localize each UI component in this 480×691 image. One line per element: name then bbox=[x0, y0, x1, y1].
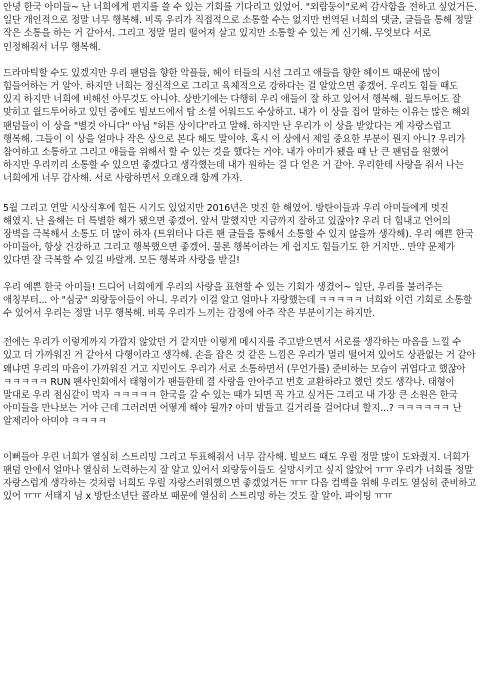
letter-paragraph-closer: 전에는 우리가 이렇게까지 가깝지 않았던 거 같지만 이렇게 메시지를 주고받으면서 서로를 생각하는 마음을 느낄 수 있고 더 가까워진 거 같아서 다행이라고 생각해. 손을 잡은 것 같은 느낌은 우리가 멀리 떨어져 있어도 상관없는 거 같아 왜냐면 우리의 마음이 가까워진 거고 지민이도 우리가 서로 소통하면서 (무언가를) 준비하는 모습이 귀엽다고 했잖아 ㅋㅋㅋㅋㅋ RUN 팬사인회에서 태형이가 팬들한테 결 사랑을 안아주고 번호 교환하라고 했던 것도 생각나. 태형이 말대로 우리 점심같이 먹자 ㅋㅋㅋㅋㅋ 한국을 갈 수 있는 때가 되면 꼭 가고 싶거든 그리고 내 가장 큰 소원은 한국 아미들을 만나보는 거야 근데 그러려면 어떻게 해야 될까? 아미 밤들고 길거리를 걸어다녀 할지...? ㅋㅋㅋㅋㅋㅋ 난 알제리아 아미야 ㅋㅋㅋㅋ bbox=[3, 337, 476, 428]
letter-paragraph-greeting: 안녕 한국 아미들~ 난 너희에게 편지를 쓸 수 있는 기회를 기다리고 있었어. "외람둥이"로써 감사함을 전하고 싶었거든. 일단 개인적으로 정말 너무 행복해. 비록 우리가 직접적으로 소통할 수는 없지만 번역된 너희의 댓글, 글들을 통해 정말 작은 소통을 하는 거 같아서. 그리고 정말 멀리 떨어져 살고 있지만 소통할 수 있는 게 신기해. 무엇보다 서로 인정해줘서 너무 행복해. bbox=[3, 2, 477, 53]
letter-paragraph-2016: 5월 그리고 연말 시상식후에 힘든 시기도 있었지만 2016년은 멋진 한 해였어. 방탄이들과 우리 아미들에게 멋진 해였지. 난 올해는 더 특별한 해가 됐으면 좋겠어. 앞서 말했지만 지금까지 잘하고 있잖아? 우리 더 힘내고 언어의 장벽을 극복해서 소통도 더 많이 하자 (트위터나 다른 팬 글들을 통해서 소통할 수 있지 않을까 생각해). 우리 예쁜 한국 아미들아, 항상 건강하고 그리고 행복했으면 좋겠어. 물론 행복이라는 게 쉽지도 힘들기도 한 거지만.. 만약 문제가 있다면 잘 극복할 수 있길 바랄게. 모든 행복과 사랑을 받길! bbox=[3, 202, 474, 267]
letter-body bbox=[3, 1, 477, 504]
letter-paragraph-fandom: 드라마틱할 수도 있겠지만 우리 팬덤을 향한 악플들, 헤이 터들의 시선 그리고 애들을 향한 헤이트 때문에 많이 힘들어하는 거 알아. 하지만 너희는 정신적으로 그리고 육체적으로 강하다는 걸 알았으면 좋겠어. 우리도 힘들 때도 있지 하지만 너희에 비해선 아무것도 아니야. 상반기에는 다행히 우리 애들이 잘 하고 있어서 행복해. 월드투어도 잘 맞히고 월드투어하고 있던 중에도 빌보드에서 탑 소셜 어워드도 수상하고. 내가 이 상을 집어 말하는 이유는 많은 해외 팬덤들이 이 상을 "별것 아니다" 아님 "허튼 상이다"라고 말해. 하지만 난 우리가 이 상을 받았다는 게 자랑스럽고 행복해. 그들이 이 상을 얼마나 작은 상으로 본다 해도 말이야. 혹시 이 상에서 제일 중요한 부분이 뭔지 아니? 우리가 참여하고 소통하고 그리고 애들을 위해서 할 수 있는 것을 했다는 거야. 내가 아미가 됐을 때 난 큰 팬덤을 원했어 하지만 우리끼리 소통할 수 있으면 좋겠다고 생각했는데 내가 원하는 걸 다 얻은 거 같아. 우리한테 사랑을 줘서 나는 너희에게 너무 감사해. 서로 사랑하면서 오래오래 함께 가자. bbox=[3, 67, 470, 185]
letter-paragraph-korean-armys: 우리 예쁜 한국 아미들! 드디어 너희에게 우리의 사랑을 표현할 수 있는 기회가 생겼어~ 일단, 우리를 불러주는 애칭부터... 아 "심궁" 외랑둥이들이 아니. 우리가 이걸 알고 얼마나 자랑했는데 ㅋㅋㅋㅋㅋ 너희와 이런 기회로 소통할 수 있어서 우리는 정말 너무 행복해. 비록 우리가 느끼는 감정에 아주 작은 부분이기는 하지만. bbox=[3, 281, 472, 320]
letter-paragraph-streaming: 이뻐들아 우린 너희가 열심히 스트리밍 그리고 투표해줘서 너무 감사해. 빌보드 때도 우릴 정말 많이 도와줬지. 너희가 팬덤 안에서 얼마나 열심히 노력하는지 잘 알고 있어서 외랑둥이들도 실망시키고 싶지 않았어 ㅠㅠ 우리가 너희를 정말 자랑스럽게 생각하는 것처럼 너희도 우릴 자랑스러워했으면 좋겠었거든 ㅠㅠ 다음 컴백을 위해 우리도 열심히 준비하고 있어 ㅠㅠ 서태지 님 x 방탄소년단 콜라보 때문에 열심히 스트리밍 하는 것도 잘 알아. 파이팅 ㅠㅠ bbox=[3, 451, 477, 503]
